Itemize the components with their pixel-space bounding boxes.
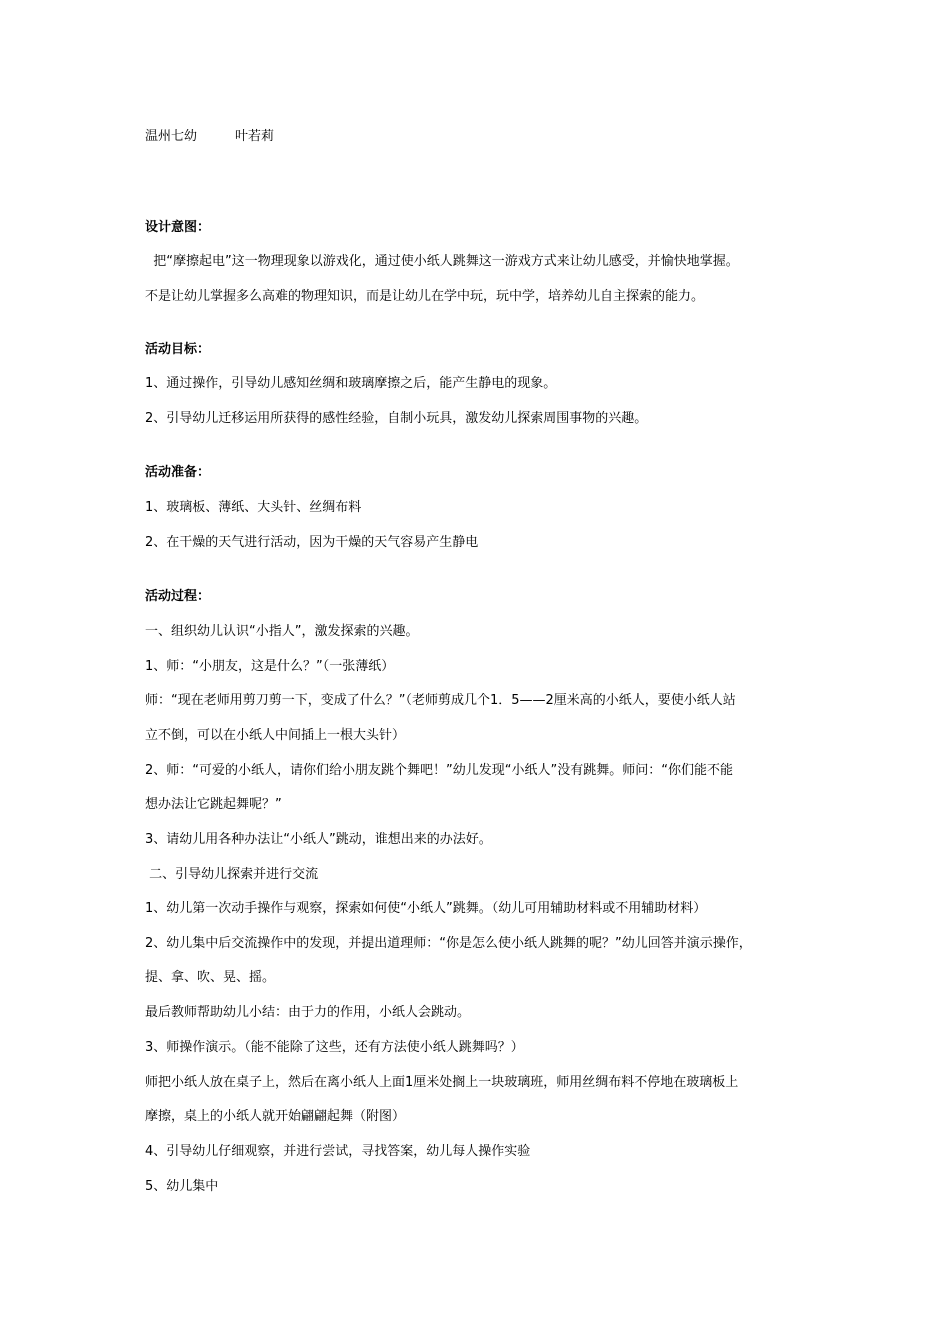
goal-item: 2、引导幼儿迁移运用所获得的感性经验，自制小玩具，激发幼儿探索周围事物的兴趣。 — [145, 411, 648, 426]
process-line: 5、幼儿集中 — [145, 1179, 219, 1194]
school-name: 温州七幼 — [145, 129, 198, 144]
process-heading: 活动过程： — [145, 589, 211, 604]
process-section-heading: 二、引导幼儿探索并进行交流 — [145, 867, 319, 882]
process-line: 摩擦，桌上的小纸人就开始翩翩起舞（附图） — [145, 1109, 406, 1124]
process-line: 立不倒，可以在小纸人中间插上一根大头针） — [145, 728, 406, 743]
preparation-item: 2、在干燥的天气进行活动，因为干燥的天气容易产生静电 — [145, 535, 479, 550]
process-line: 提、拿、吹、晃、摇。 — [145, 970, 276, 985]
design-intent-line: 不是让幼儿掌握多么高难的物理知识，而是让幼儿在学中玩，玩中学，培养幼儿自主探索的能力。 — [145, 289, 705, 304]
preparation-item: 1、玻璃板、薄纸、大头针、丝绸布料 — [145, 500, 362, 515]
process-line: 1、师：“小朋友，这是什么？”（一张薄纸） — [145, 659, 395, 674]
preparation-heading: 活动准备： — [145, 465, 211, 480]
process-line: 想办法让它跳起舞呢？” — [145, 797, 282, 812]
process-line: 最后教师帮助幼儿小结：由于力的作用，小纸人会跳动。 — [145, 1005, 471, 1020]
process-line: 2、幼儿集中后交流操作中的发现，并提出道理师：“你是怎么使小纸人跳舞的呢？”幼儿回答并演示操作， — [145, 936, 752, 951]
process-line: 3、请幼儿用各种办法让“小纸人”跳动，谁想出来的办法好。 — [145, 832, 492, 847]
design-intent-heading: 设计意图： — [145, 220, 211, 235]
author-name: 叶若莉 — [235, 129, 275, 144]
goals-heading: 活动目标： — [145, 342, 211, 357]
process-line: 3、师操作演示。（能不能除了这些，还有方法使小纸人跳舞吗？） — [145, 1040, 524, 1055]
process-line: 师把小纸人放在桌子上，然后在离小纸人上面1厘米处搁上一块玻璃班，师用丝绸布料不停地在玻璃板上 — [145, 1075, 739, 1090]
process-line: 4、引导幼儿仔细观察，并进行尝试，寻找答案，幼儿每人操作实验 — [145, 1144, 531, 1159]
design-intent-line: 把“摩擦起电”这一物理现象以游戏化，通过使小纸人跳舞这一游戏方式来让幼儿感受，并愉快地掌握。 — [145, 254, 739, 269]
process-line: 一、组织幼儿认识“小指人”，激发探索的兴趣。 — [145, 624, 419, 639]
header-line — [145, 128, 815, 146]
process-line: 2、师：“可爱的小纸人，请你们给小朋友跳个舞吧！”幼儿发现“小纸人”没有跳舞。师问：“你们能不能 — [145, 763, 733, 778]
process-line: 1、幼儿第一次动手操作与观察，探索如何使“小纸人”跳舞。（幼儿可用辅助材料或不用辅助材料） — [145, 901, 707, 916]
goal-item: 1、通过操作，引导幼儿感知丝绸和玻璃摩擦之后，能产生静电的现象。 — [145, 376, 557, 391]
process-line: 师：“现在老师用剪刀剪一下，变成了什么？”（老师剪成几个1．5——2厘米高的小纸人，要使小纸人站 — [145, 693, 736, 708]
